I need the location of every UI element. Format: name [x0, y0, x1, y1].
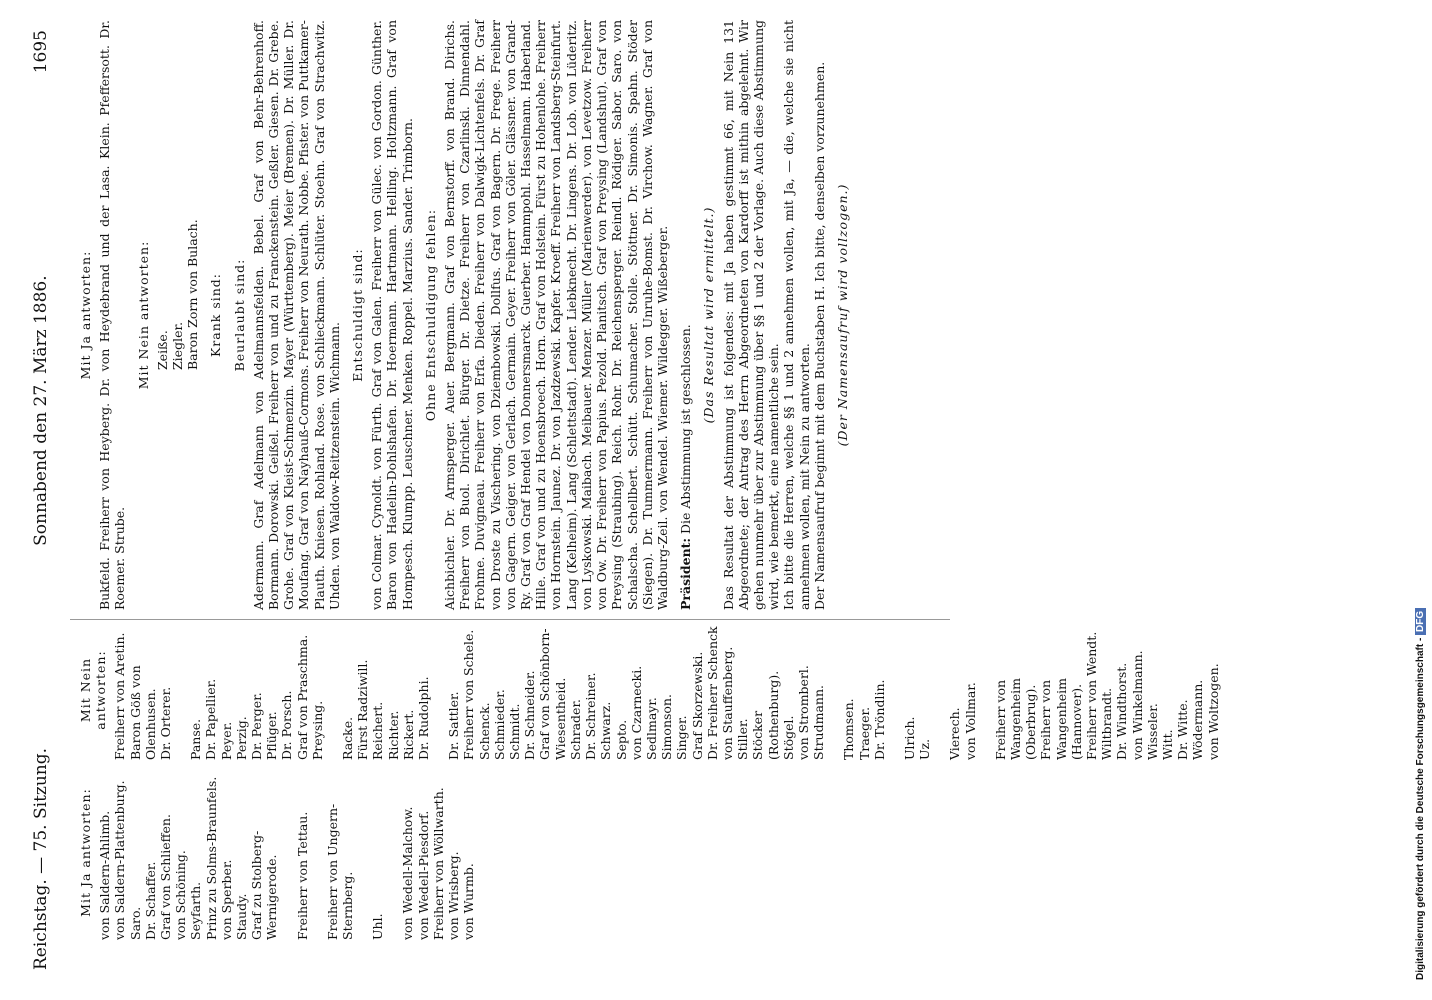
krank-heading: Krank sind:: [208, 272, 224, 358]
nein-name-list: [112, 620, 1220, 760]
column-divider: [70, 619, 950, 620]
ermittelt-note: (Das Resultat wird ermittelt.): [701, 206, 717, 424]
name-entry: Saro.: [127, 906, 143, 940]
main-ja-heading: Mit Ja antworten:: [78, 250, 93, 380]
entschuldigt-heading: Entschuldigt sind:: [350, 248, 366, 382]
name-entry: Baron Zorn von Bulach.: [185, 219, 201, 370]
name-entry: Wisseler.: [1144, 703, 1160, 760]
name-entry: Graf von Schönborn-Wiesentheid.: [537, 628, 568, 760]
name-entry: Perzig.: [233, 716, 249, 760]
name-entry: Traeger.: [856, 706, 872, 760]
dfg-credit-text: Digitalisierung gefördert durch die Deutsche Forschungsgemeinschaft -: [1415, 637, 1426, 980]
main-ja-text: Bukfeld. Freiherr von Heyberg. Dr. von Heydebrand und der Lasa. Klein. Pfeffersott. Dr. Roemer. Strube.: [97, 20, 128, 610]
name-entry: Graf zu Stolberg-Wernigerode.: [249, 830, 280, 940]
ohne-entschuldigung-heading: Ohne Entschuldigung fehlen:: [422, 208, 438, 422]
name-entry: von Wedell-Malchow.: [400, 806, 416, 940]
praesident-line: [678, 20, 693, 610]
name-entry: [355, 765, 370, 940]
name-entry: Freiherr von Ungern-Sternberg.: [324, 803, 356, 940]
dfg-margin: [1415, 20, 1429, 980]
header-date: Sonnabend den 27. März 1886.: [31, 275, 51, 546]
name-entry: von Wrisberg.: [446, 851, 462, 940]
name-entry: Freiherr von Wangenheim (Oberbrug).: [992, 677, 1039, 760]
name-entry: Seyfarth.: [188, 881, 204, 940]
name-entry: Stögel.: [780, 715, 796, 760]
name-entry: [978, 620, 993, 760]
nein-heading: Mit Nein antworten:: [78, 650, 109, 730]
name-entry: Singer.: [674, 715, 690, 760]
name-entry: Schrader.: [567, 698, 583, 760]
name-entry: von Vollmar.: [962, 682, 978, 760]
name-entry: von Schöning.: [173, 850, 189, 940]
name-entry: Dr. Sattler.: [446, 691, 462, 760]
name-entry: Witt.: [1160, 729, 1175, 760]
name-entry: Vierech.: [947, 707, 963, 760]
name-entry: [385, 765, 400, 940]
name-entry: Racke.: [340, 716, 356, 760]
name-entry: Peyer.: [218, 721, 234, 760]
result-text: Das Resultat der Abstimmung ist folgendes: mit Ja haben gestimmt 66, mit Nein 131 Abgeordnete; der Antrag des Herrn Abgeordneten von Kardorff ist mithin abgelehnt. Wir gehen nunmehr über zur Abstimmung über §§ 1 und 2 der Vorlage. Auch diese Abstimmung wird, wie bemerkt, eine namentliche sein.: [720, 20, 782, 610]
name-entry: [826, 620, 841, 760]
header-session: Reichstag. — 75. Sitzung.: [31, 747, 51, 970]
name-entry: [932, 620, 947, 760]
praesident-text: Die Abstimmung ist geschlossen.: [678, 324, 694, 534]
name-entry: [310, 765, 325, 940]
name-entry: Graf Skorzewski.: [689, 651, 705, 760]
page-header: [28, 30, 54, 970]
name-entry: von Woltzogen.: [1205, 663, 1221, 760]
name-entry: Reichert.: [370, 701, 386, 760]
name-entry: Uhl.: [370, 913, 386, 940]
name-entry: Ziegler.: [170, 321, 186, 370]
column-main: [70, 20, 854, 610]
name-entry: Freiherr von Wendt.: [1083, 631, 1099, 760]
name-entry: Freiherr von Aretin.: [112, 632, 128, 760]
ja-name-list: [97, 765, 476, 940]
name-entry: von Saldern-Plattenburg.: [112, 780, 128, 940]
name-entry: Dr. Schneider.: [522, 670, 538, 760]
name-entry: Richter.: [385, 710, 401, 760]
name-entry: Freiherr von Wöllwarth.: [430, 787, 446, 940]
entschuldigt-text: von Colmar. Cynoldt. von Fürth. Graf von Galen. Freiherr von Gülec. von Gordon. Günther. Baron von Hadelin-Dohlshafen. Dr. Hoermann. Hartmann. Helling. Holtzmann. Graf von Hompesch. Klumpp. Leuschner. Menken. Roppel. Marzius. Sander. Trimborn.: [369, 20, 415, 610]
name-entry: von Czarnecki.: [628, 665, 644, 760]
name-entry: von Winkelmann.: [1129, 650, 1145, 760]
dfg-logo: DFG: [1415, 608, 1426, 635]
name-entry: Fürst Radziwill.: [355, 659, 371, 760]
name-entry: Septo.: [613, 719, 629, 760]
name-entry: Schenck.: [476, 702, 492, 760]
name-entry: Uz.: [917, 738, 933, 760]
ja-heading: Mit Ja antworten:: [78, 788, 93, 917]
name-entry: [431, 620, 446, 760]
name-entry: Stöcker (Rothenburg).: [750, 670, 781, 760]
name-entry: [887, 620, 902, 760]
beurlaubt-text: Adermann. Graf Adelmann von Adelmannsfelden. Bebel. Graf von Behr-Behrenhoff. Bormann. Dorowski. Geißel. Freiherr von und zu Franckenstein. Geßler. Giesen. Dr. Grebe. Grohe. Graf von Kleist-Schmenzin. Mayer (Württemberg). Meier (Bremen). Dr. Müller. Dr. Moufang. Graf von Nayhauß-Cormons. Freiherr von Neurath. Nobbe. Pfister. von Puttkamer-Plauth. Kniesen. Rohland. Rose. von Schlieckmann. Schlüter. Stoehn. Graf von Strachwitz. Uhden. von Waldow-Reitzenstein. Wichmann.: [250, 20, 342, 610]
name-entry: von Saldern-Ahlimb.: [97, 810, 113, 940]
namensaufruf-text: Der Namensaufruf beginnt mit dem Buchstaben H. Ich bitte, denselben vorzunehmen.: [811, 61, 827, 610]
name-entry: von Wedell-Piesdorf.: [415, 810, 431, 940]
name-entry: [173, 620, 188, 760]
name-entry: Freiherr von Wangenheim (Hannover).: [1038, 677, 1084, 760]
column-ja-list: [70, 765, 476, 940]
name-entry: Strudmann.: [811, 685, 827, 760]
name-entry: Schmidt.: [507, 703, 523, 760]
name-entry: Dr. Schreiner.: [583, 672, 599, 760]
name-entry: von Wurmb.: [461, 863, 477, 940]
name-entry: Freiherr von Tettau.: [294, 811, 310, 940]
name-entry: Dr. Porsch.: [279, 690, 295, 760]
name-entry: Dr. Orterer.: [158, 686, 174, 760]
name-entry: Dr. Freiherr Schenck von Stauffenberg.: [704, 626, 735, 760]
name-entry: Rickert.: [400, 709, 416, 760]
name-entry: Zeiße.: [154, 330, 170, 370]
name-entry: Prinz zu Solms-Braunfels.: [203, 776, 219, 940]
main-nein-heading: Mit Nein antworten:: [135, 240, 151, 390]
page-number: 1695: [31, 30, 51, 74]
name-entry: Dr. Rudolphi.: [416, 676, 432, 760]
name-entry: Dr. Witte.: [1175, 699, 1191, 760]
name-entry: Dr. Papellier.: [203, 678, 219, 760]
name-entry: Dr. Tröndlin.: [871, 679, 887, 760]
dfg-credit: [1415, 20, 1429, 980]
name-entry: von Stromberl.: [795, 665, 811, 760]
name-entry: Schwarz.: [598, 701, 614, 760]
name-entry: Schmieder.: [491, 689, 507, 760]
name-entry: Stiller.: [735, 718, 751, 760]
beurlaubt-heading: Beurlaubt sind:: [231, 258, 247, 372]
name-entry: Baron Göß von Olenhusen.: [127, 665, 158, 760]
name-entry: Ulrich.: [901, 716, 917, 760]
main-nein-list: [155, 20, 201, 610]
name-entry: Panse.: [188, 718, 204, 760]
bitte-text: Ich bitte die Herren, welche §§ 1 und 2 annehmen wollen, mit Ja, — die, welche sie nicht annehmen wollen, mit Nein zu antworten.: [781, 20, 812, 610]
name-entry: Simonson.: [659, 694, 675, 760]
vollzogen-note: (Der Namensaufruf wird vollzogen.): [834, 183, 850, 447]
name-entry: [280, 765, 295, 940]
name-entry: Thomsen.: [841, 698, 857, 760]
column-nein-list: [70, 620, 1221, 760]
praesident-label: Präsident:: [678, 537, 694, 610]
name-entry: Pflüger.: [264, 711, 280, 760]
name-entry: Graf von Praschma.: [294, 634, 310, 760]
ohne-entschuldigung-text: Aichbichler. Dr. Armsperger. Auer. Bergmann. Graf von Bernstorff. von Brand. Dirichs. Freiherr von Buol. Dirichlet. Bürger. Dr. Dietze. Freiherr von Czarlinski. Dinnendahl. Frohme. Duvigneau. Freiherr von Erfa. Dieden. Freiherr von Dalwigk-Lichtenfels. Dr. Graf von Droste zu Vischering. von Dziembowski. Dollfus. Graf von Bagern. Dr. Frege. Freiherr von Gagern. Geiger. von Gerlach. Germain. Geyer. Freiherr von Göler. Glässner. von Grand-Ry. Graf von Graf Hendel von Donnersmarck. Guerber. Hammpohl. Hasselmann. Haberland. Hille. Graf von und zu Hoensbroech. Horn. Graf von Holstein. Fürst zu Hohenlohe. Freiherr von Hornstein. Jaunez. Dr. von Jazdzewski. Kapfer. Kroeff. Freiherr von Landsberg-Steinfurt. Lang (Kelheim). Lang (Schlettstadt). Lender. Liebknecht. Dr. Lingens. Dr. Lob. von Lüderitz. von Lyskowski. Maibach. Meibauer. Menzer. Müller (Marienwerder). von Levetzow. Freiherr von Ow. Dr. Freiherr von Papius. Pezold. Planitsch. Graf von Preysing (Landshut). Graf von Preysing (Straubing). Reich. Rohr. Dr. Reichensperger. Reindl. Rödiger. Sabor. Saro. von Schalscha. Schellbert. Schütt. Schumacher. Stolle. Stöttner. Dr. Simonis. Spahn. Stöder (Siegen). Dr. Tummermann. Freiherr von Unruhe-Bomst. Dr. Virchow. Wagner. Graf von Waldburg-Zeil. von Wendel. Wiemer. Wildegger. Wißeberger.: [442, 20, 670, 610]
name-entry: Dr. Windthorst.: [1114, 662, 1130, 760]
name-entry: Staudy.: [234, 893, 250, 940]
name-entry: von Sperber.: [218, 859, 234, 940]
name-entry: [325, 620, 340, 760]
name-entry: Dr. Perger.: [249, 692, 265, 760]
name-entry: Wödermann.: [1190, 679, 1206, 760]
name-entry: Wiltbrandt.: [1099, 687, 1115, 760]
name-entry: Graf von Schlieffen.: [158, 814, 174, 940]
name-entry: Freiherr von Schele.: [461, 629, 477, 760]
name-entry: Dr. Schaffer.: [142, 861, 158, 940]
name-entry: Sedlmayr.: [643, 697, 659, 760]
name-entry: Preysing.: [309, 700, 325, 760]
